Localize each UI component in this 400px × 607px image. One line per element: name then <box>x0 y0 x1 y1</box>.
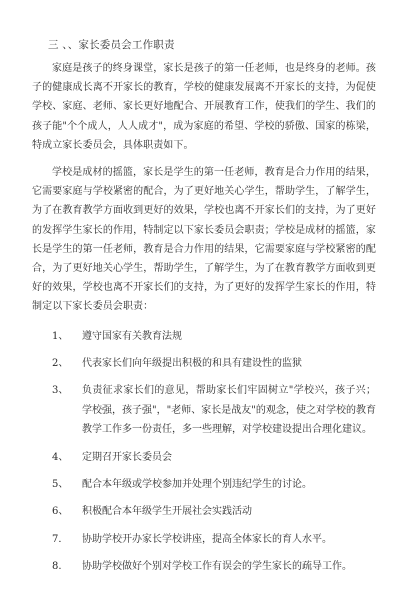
duty-item <box>32 475 376 494</box>
duty-number: 1、 <box>52 330 69 342</box>
duty-item <box>32 381 376 439</box>
intro-paragraph: 家庭是孩子的终身课堂，家长是孩子的第一任老师，也是终身的老师。孩子的健康成长离不开家长的教育，学校的健康发展离不开家长的支持，为促使学校、家庭、老师、家长更好地配合、开展教育工作，使我们的学生、我们的孩子能"个个成人，人人成才"，成为家庭的希望、学校的骄傲、国家的栋梁，特成立家长委员会，具体职责如下。 <box>32 63 376 151</box>
duties-list <box>32 327 376 577</box>
duty-item <box>32 448 376 467</box>
section-heading: 三 、、家长委员会工作职责 <box>48 39 175 51</box>
duty-text: 协助学校开办家长学校讲座，提高全体家长的育人水平。 <box>82 533 332 545</box>
duty-item <box>32 354 376 373</box>
duty-item <box>32 557 376 576</box>
duty-number: 6、 <box>52 506 69 518</box>
duty-text: 定期召开家长委员会 <box>82 451 172 463</box>
duty-item <box>32 502 376 521</box>
duty-text: 配合本年级或学校参加并处理个别违纪学生的讨论。 <box>82 479 312 491</box>
duty-number: 2、 <box>52 358 69 370</box>
duty-number: 7． <box>52 533 69 545</box>
duty-number: 8. <box>52 561 62 573</box>
purpose-paragraph: 学校是成材的摇篮，家长是学生的第一任老师，教育是合力作用的结果，它需要家庭与学校紧密的配合，为了更好地关心学生，帮助学生，了解学生，为了在教育教学方面收到更好的效果，学校也离不开家长们的支持，为了更好的发挥学生家长的作用，特制定以下家长委员会职责；学校是成材的摇篮，家长是学生的第一任老师，教育是合力作用的结果，它需要家庭与学校紧密的配合，为了更好地关心学生，帮助学生，了解学生，为了在教育教学方面收到更好的效果，学校也离不开家长们的支持，为了更好的发挥学生家长的作用，特制定以下家长委员会职责： <box>32 167 376 313</box>
duty-text: 协助学校做好个别对学校工作有误会的学生家长的疏导工作。 <box>82 561 352 573</box>
duty-number: 5、 <box>52 479 69 491</box>
duty-text: 负责征求家长们的意见，帮助家长们牢固树立"学校兴，孩子兴；学校强，孩子强"，"老师、家长是战友"的观念，使之对学校的教育教学工作多一份责任，多一些理解，对学校建设提出合理化建议。 <box>82 385 376 436</box>
duty-text: 积极配合本年级学生开展社会实践活动 <box>82 506 252 518</box>
duty-text: 代表家长们向年级提出积极的和具有建设性的监狱 <box>82 358 302 370</box>
duty-number: 4、 <box>52 451 69 463</box>
duty-number: 3、 <box>52 385 69 397</box>
duty-item <box>32 530 376 549</box>
duty-item <box>32 327 376 346</box>
duty-text: 遵守国家有关教育法规 <box>82 330 182 342</box>
